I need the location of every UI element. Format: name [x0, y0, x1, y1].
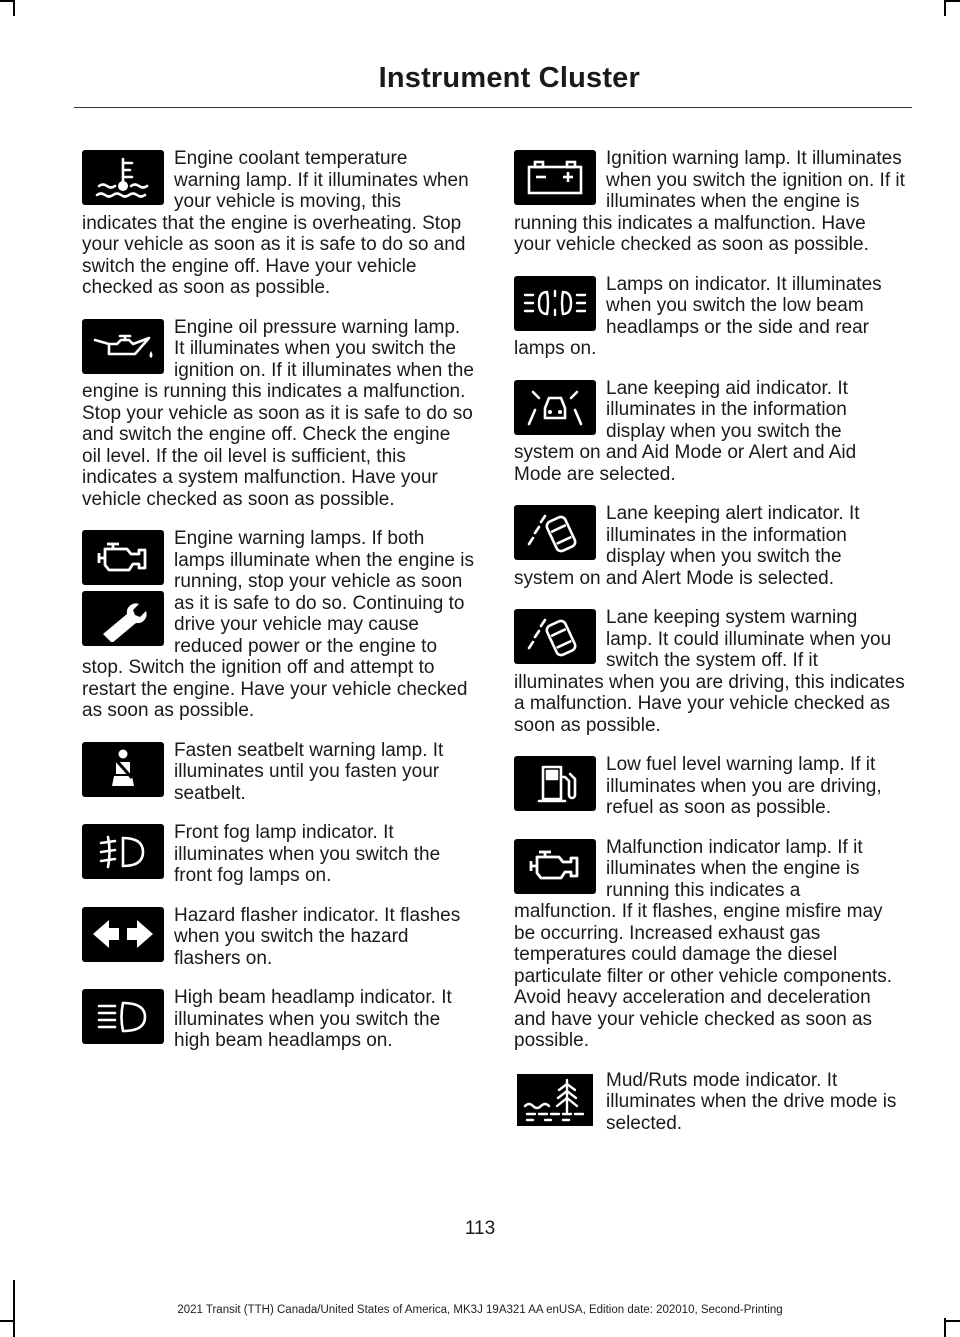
- entry-lane-keeping-warning: [514, 607, 906, 736]
- entry-malfunction: [514, 837, 906, 1052]
- high-beam-icon: [82, 989, 164, 1044]
- oil-can-icon: [82, 319, 164, 374]
- entry-engine-warning: [82, 528, 474, 722]
- entry-hazard: [82, 905, 474, 970]
- crop-mark: [944, 0, 946, 16]
- entry-lane-keeping-aid: [514, 378, 906, 486]
- engine-icon: [82, 530, 164, 585]
- page-number: 113: [464, 1218, 496, 1239]
- battery-icon: [514, 150, 596, 205]
- lane-keeping-warning-icon: [514, 609, 596, 664]
- entry-text: Malfunction indicator lamp. If it illuminates when the engine is running this indicates a malfunction. If it flashes, engine misfire may be occurring. Increased exhaust gas temperatures could damage the diesel particulate filter or other vehicle components. Avoid heavy acceleration and deceleration and have your vehicle checked as soon as possible.: [514, 836, 893, 1051]
- lamps-on-icon: [514, 276, 596, 331]
- entry-ignition: [514, 148, 906, 256]
- malfunction-engine-icon: [514, 839, 596, 894]
- engine-coolant-temperature-icon: [82, 150, 164, 205]
- entry-text: High beam headlamp indicator. It illuminates when you switch the high beam headlamps on.: [174, 987, 452, 1051]
- entry-oil-pressure: [82, 317, 474, 511]
- crop-mark: [946, 1320, 960, 1322]
- entry-text: Engine oil pressure warning lamp. It illuminates when you switch the ignition on. If it illuminates when the engine is running this indicates a malfunction. Stop your vehicle as soon as it is safe to do so and switch the engine off. Check the engine oil level. If the oil level is sufficient, this indicates a system malfunction. Have your vehicle checked as soon as possible.: [82, 316, 474, 510]
- hazard-arrows-icon: [82, 907, 164, 962]
- wrench-icon: [82, 591, 164, 646]
- entry-text: Lane keeping system warning lamp. It could illuminate when you switch the system off. If it illuminates when you are driving, this indicates a malfunction. Have your vehicle checked as soon as possible.: [514, 607, 905, 736]
- entry-text: Lamps on indicator. It illuminates when you switch the low beam headlamps or the side and rear lamps on.: [514, 273, 882, 359]
- entry-lamps-on: [514, 274, 906, 360]
- entry-text: Hazard flasher indicator. It flashes when you switch the hazard flashers on.: [174, 904, 461, 969]
- entry-text: Fasten seatbelt warning lamp. It illuminates until you fasten your seatbelt.: [174, 739, 444, 804]
- left-column: [82, 148, 474, 1052]
- entry-text: Engine coolant temperature warning lamp. If it illuminates when your vehicle is moving, this indicates that the engine is overheating. Stop your vehicle as soon as it is safe to do so and switch the engine off. Have your vehicle checked as soon as possible.: [82, 148, 469, 298]
- lane-keeping-aid-icon: [514, 380, 596, 435]
- engine-warning-icons: [82, 530, 164, 646]
- crop-mark: [0, 1320, 14, 1322]
- crop-mark: [944, 0, 960, 2]
- entry-text: Mud/Ruts mode indicator. It illuminates when the drive mode is selected.: [606, 1069, 897, 1134]
- entry-engine-coolant: [82, 148, 474, 299]
- edition-footer: 2021 Transit (TTH) Canada/United States of America, MK3J 19A321 AA enUSA, Edition date: 202010, Second-Printing: [177, 1304, 783, 1316]
- entry-text: Low fuel level warning lamp. If it illuminates when you are driving, refuel as soon as possible.: [606, 754, 882, 818]
- crop-mark: [0, 0, 14, 2]
- lane-keeping-alert-icon: [514, 505, 596, 560]
- title-divider: [74, 107, 912, 108]
- entry-text: Lane keeping aid indicator. It illuminates in the information display when you switch the system on and Aid Mode or Alert and Aid Mode are selected.: [514, 377, 857, 485]
- entry-text: Front fog lamp indicator. It illuminates when you switch the front fog lamps on.: [174, 822, 441, 886]
- mud-ruts-icon: [514, 1070, 596, 1130]
- entry-front-fog: [82, 822, 474, 887]
- entry-seatbelt: [82, 740, 474, 805]
- right-column: [514, 148, 906, 1136]
- front-fog-lamp-icon: [82, 824, 164, 879]
- entry-mud-ruts: [514, 1070, 906, 1136]
- entry-text: Engine warning lamps. If both lamps illuminate when the engine is running, stop your vehicle as soon as it is safe to do so. Continuing to drive your vehicle may cause reduced power or the engine to stop. Switch the ignition off and attempt to restart the engine. Have your vehicle checked as soon as possible.: [82, 528, 474, 721]
- seatbelt-icon: [82, 742, 164, 797]
- entry-high-beam: [82, 987, 474, 1052]
- page-title: Instrument Cluster: [378, 62, 640, 94]
- entry-lane-keeping-alert: [514, 503, 906, 589]
- entry-text: Lane keeping alert indicator. It illuminates in the information display when you switch the system on and Alert Mode is selected.: [514, 503, 860, 589]
- entry-text: Ignition warning lamp. It illuminates when you switch the ignition on. If it illuminates when the engine is running this indicates a malfunction. Have your vehicle checked as soon as possible.: [514, 148, 905, 255]
- crop-mark: [13, 0, 15, 16]
- fuel-pump-icon: [514, 756, 596, 811]
- entry-low-fuel: [514, 754, 906, 819]
